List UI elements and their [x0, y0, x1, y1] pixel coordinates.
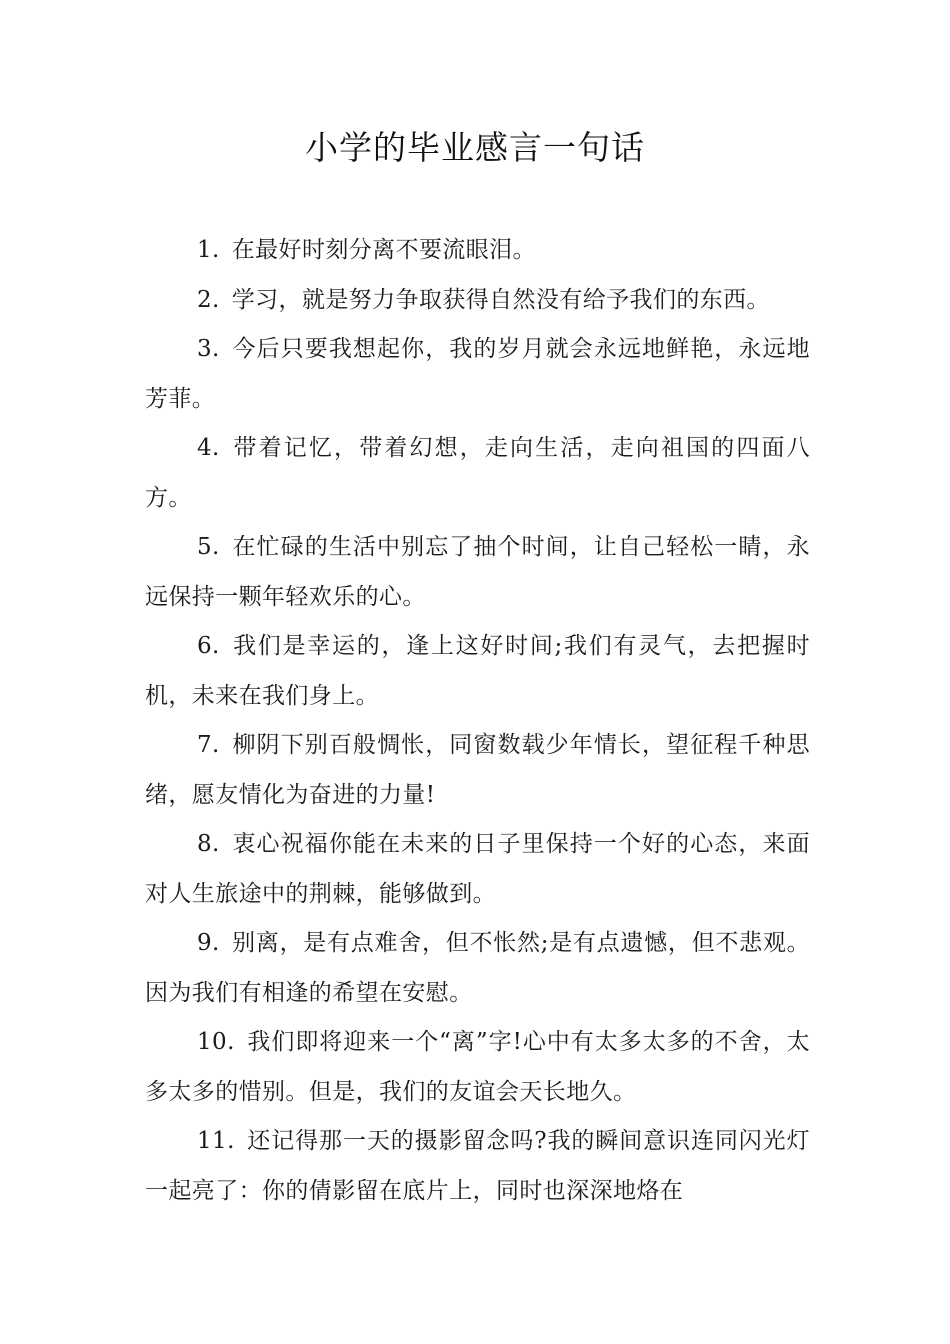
item-text: 在最好时刻分离不要流眼泪。	[231, 237, 536, 263]
list-item	[145, 1117, 810, 1216]
list-item	[145, 276, 810, 326]
item-text: 别离，是有点难舍，但不怅然;是有点遗憾，但不悲观。因为我们有相逢的希望在安慰。	[145, 930, 810, 1006]
item-number: 7.	[197, 732, 220, 758]
document-title: 小学的毕业感言一句话	[305, 128, 645, 167]
list-item	[145, 721, 810, 820]
list-item	[145, 325, 810, 424]
item-text: 学习，就是努力争取获得自然没有给予我们的东西。	[231, 286, 770, 313]
item-number: 11.	[197, 1128, 235, 1154]
item-number: 9.	[197, 930, 220, 956]
item-number: 5.	[197, 534, 220, 560]
list-item	[145, 622, 810, 721]
item-number: 1.	[197, 237, 220, 263]
list-item	[145, 919, 810, 1018]
list-item	[145, 523, 810, 622]
list-item	[145, 424, 810, 523]
item-number: 3.	[197, 336, 220, 362]
item-number: 6.	[197, 633, 220, 659]
item-text: 衷心祝福你能在未来的日子里保持一个好的心态，来面对人生旅途中的荆棘，能够做到。	[145, 831, 810, 907]
document-body	[145, 226, 810, 1216]
item-number: 4.	[197, 435, 220, 461]
item-number: 8.	[197, 831, 220, 857]
item-text: 带着记忆，带着幻想，走向生活，走向祖国的四面八方。	[145, 435, 810, 511]
item-number: 2.	[197, 286, 220, 313]
item-text: 在忙碌的生活中别忘了抽个时间，让自己轻松一睛，永远保持一颗年轻欢乐的心。	[145, 534, 810, 610]
item-text: 我们是幸运的，逢上这好时间;我们有灵气，去把握时机，未来在我们身上。	[145, 633, 810, 709]
item-text: 我们即将迎来一个“离”字!心中有太多太多的不舍，太多太多的惜别。但是，我们的友谊会天长地久。	[145, 1029, 810, 1105]
item-number: 10.	[197, 1029, 235, 1055]
item-text: 今后只要我想起你，我的岁月就会永远地鲜艳，永远地芳菲。	[145, 336, 810, 412]
list-item	[145, 820, 810, 919]
item-text: 柳阴下别百般惆怅，同窗数载少年情长，望征程千种思绪，愿友情化为奋进的力量!	[145, 732, 810, 808]
list-item	[145, 226, 810, 276]
item-text: 还记得那一天的摄影留念吗?我的瞬间意识连同闪光灯一起亮了：你的倩影留在底片上，同时也深深地烙在	[145, 1128, 810, 1204]
list-item	[145, 1018, 810, 1117]
